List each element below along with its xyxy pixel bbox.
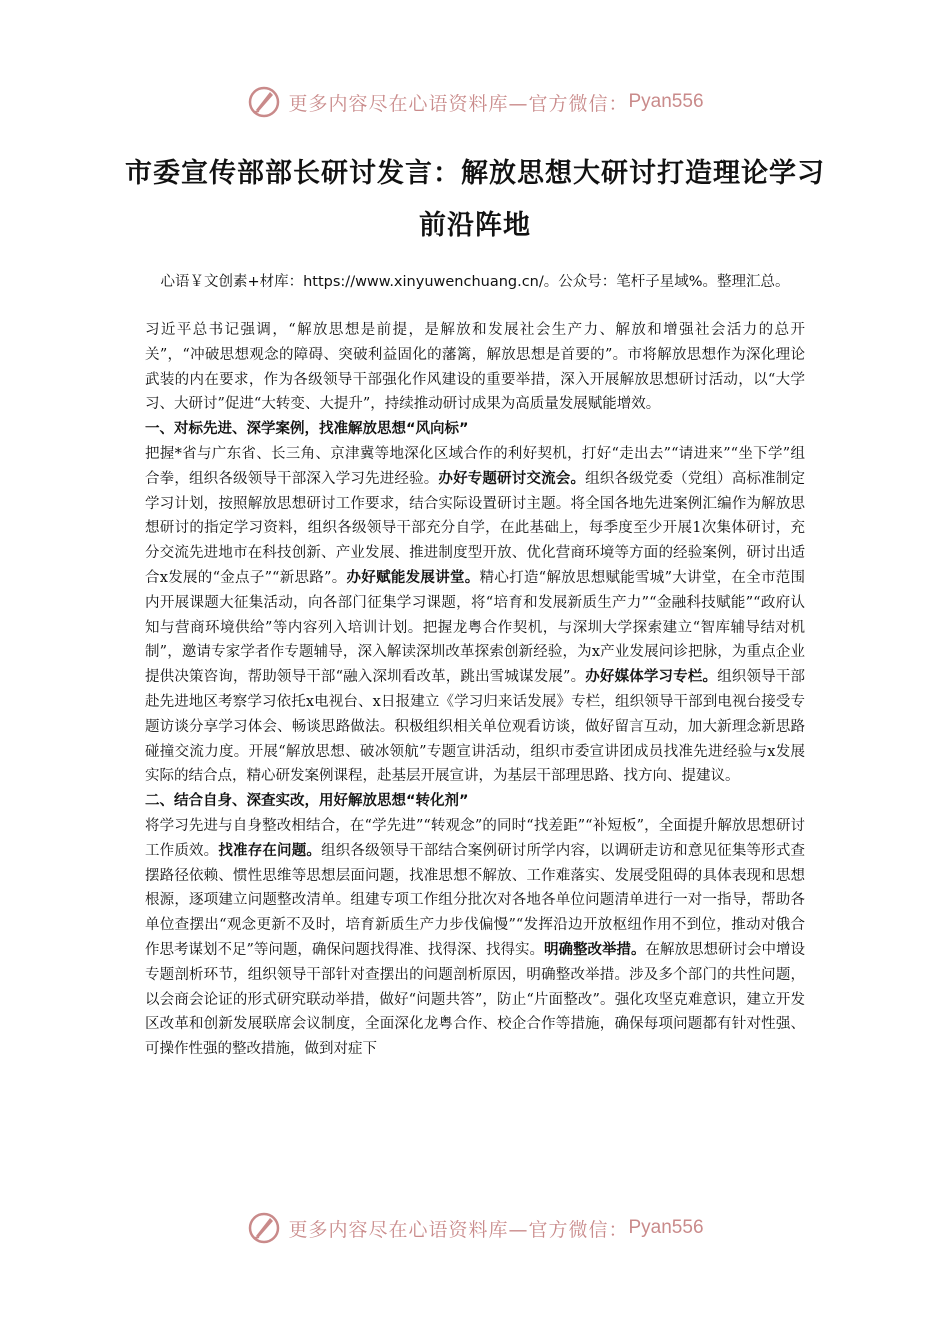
section-2-subhead-measures: 明确整改举措。 [543, 941, 646, 958]
header-banner [0, 80, 950, 124]
section-1-text-a: 把握*省与广东省、长三角、京津冀等地深化区域合作的利好契机，打好“走出去”“请进来”“坐下学”组合拳，组织各级领导干部深入学习先进经验。 [145, 445, 805, 487]
document-subtitle: 心语￥文创素+材库：https://www.xinyuwenchuang.cn/。公众号：笔杆子星域%。整理汇总。 [160, 274, 790, 290]
section-1-subhead-seminar: 办好专题研讨交流会。 [438, 470, 586, 487]
footer-banner [0, 1206, 950, 1250]
quill-logo-icon [246, 84, 282, 120]
intro-paragraph: 习近平总书记强调，“解放思想是前提，是解放和发展社会生产力、解放和增强社会活力的总开关”，“冲破思想观念的障碍、突破利益固化的藩篱，解放思想是首要的”。市将解放思想作为深化理论武装的内在要求，作为各级领导干部强化作风建设的重要举措，深入开展解放思想研讨活动，以“大学习、大研讨”促进“大转变、大提升”，持续推动研讨成果为高质量发展赋能增效。 [145, 322, 805, 413]
section-1-text-e: 精心打造“解放思想赋能雪城”大讲堂，在全市范围内开展课题大征集活动，向各部门征集学习课题，将“培育和发展新质生产力”“金融科技赋能”“政府认知与营商环境供给”等内容列入培训计划。把握龙粤合作契机，与深圳大学探索建立“智库辅导结对机制”，邀请专家学者作专题辅导，深入解读深圳改革探索创新经验，为x产业发展问诊把脉，为重点企业提供决策咨询，帮助领导干部“融入深圳看改革，跳出雪城谋发展”。 [145, 569, 806, 686]
section-1-subhead-lecture: 办好赋能发展讲堂。 [346, 569, 480, 586]
section-1-text-c: 组织各级党委（党组）高标准制定学习计划，按照解放思想研讨工作要求，结合实际设置研讨主题。将全国各地先进案例汇编作为解放思想研讨的指定学习资料，组织各级领导干部充分自学，在此基础上，每季度至少开展1次集体研讨，充分交流先进地市在科技创新、产业发展、推进制度型开放、优化营商环境等方面的经验案例，研讨出适合x发展的“金点子”“新思路”。 [145, 470, 806, 586]
section-2-subhead-problems: 找准存在问题。 [218, 842, 322, 859]
section-heading-1: 一、对标先进、深学案例，找准解放思想“风向标” [145, 421, 469, 438]
banner-wechat-id: Pyan556 [628, 91, 704, 112]
section-2-text-a: 将学习先进与自身整改相结合，在“学先进”“转观念”的同时“找差距”“补短板”，全面提升解放思想研讨工作质效。 [145, 817, 805, 859]
section-2-paragraph [145, 814, 805, 1062]
section-heading-2: 二、结合自身、深查实改，用好解放思想“转化剂” [145, 793, 469, 810]
banner-wechat-id: Pyan556 [628, 1217, 704, 1238]
banner-text: 更多内容尽在心语资料库—官方微信： [288, 1218, 629, 1241]
section-1-subhead-media: 办好媒体学习专栏。 [585, 669, 718, 686]
section-1-text-g: 组织领导干部赴先进地区考察学习依托x电视台、x日报建立《学习归来话发展》专栏，组织领导干部到电视台接受专题访谈分享学习体会、畅谈思路做法。积极组织相关单位观看访谈，做好留言互动，加大新理念新思路碰撞交流力度。开展“解放思想、破冰领航”专题宣讲活动，组织市委宣讲团成员找准先进经验与x发展实际的结合点，精心研发案例课程，赴基层开展宣讲，为基层干部理思路、找方向、提建议。 [145, 669, 805, 785]
section-2-text-c: 组织各级领导干部结合案例研讨所学内容，以调研走访和意见征集等形式查摆路径依赖、惯性思维等思想层面问题，找准思想不解放、工作难落实、发展受阻碍的具体表现和思想根源，逐项建立问题整改清单。组建专项工作组分批次对各地各单位问题清单进行一对一指导，帮助各单位查摆出“观念更新不及时，培育新质生产力步伐偏慢”“发挥沿边开放枢纽作用不到位，推动对俄合作思考谋划不足”等问题，确保问题找得准、找得深、找得实。 [145, 842, 806, 958]
quill-logo-icon [246, 1210, 282, 1246]
document-title: 市委宣传部部长研讨发言：解放思想大研讨打造理论学习前沿阵地 [125, 158, 825, 241]
document-body [145, 318, 805, 1062]
banner-text: 更多内容尽在心语资料库—官方微信： [288, 92, 629, 115]
section-1-paragraph [145, 442, 805, 789]
section-2-text-e: 在解放思想研讨会中增设专题剖析环节，组织领导干部针对查摆出的问题剖析原因，明确整改举措。涉及多个部门的共性问题，以会商会论证的形式研究联动举措，做好“问题共答”，防止“片面整改”。强化攻坚克难意识，建立开发区改革和创新发展联席会议制度，全面深化龙粤合作、校企合作等措施，确保每项问题都有针对性强、可操作性强的整改措施，做到对症下 [145, 941, 806, 1058]
